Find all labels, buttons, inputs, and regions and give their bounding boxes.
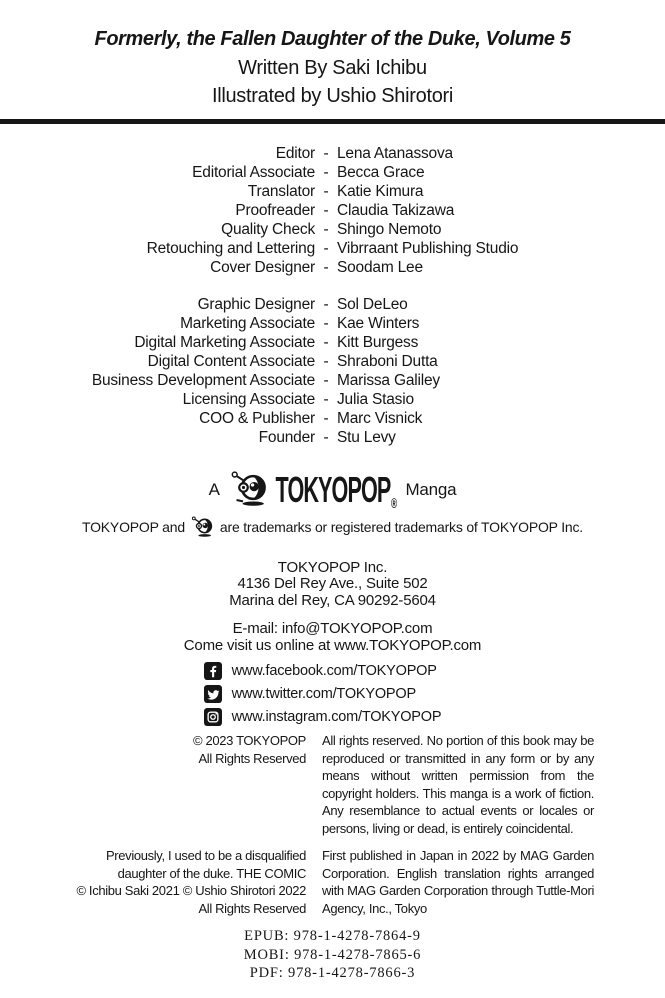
credit-name: Katie Kimura xyxy=(337,182,424,200)
original-edition-section xyxy=(0,847,665,917)
original-title-line: Previously, I used to be a disqualified daughter of the duke. THE COMIC xyxy=(105,848,306,881)
credit-role: Translator xyxy=(247,182,315,200)
credit-role: Retouching and Lettering xyxy=(146,239,315,257)
social-row-facebook xyxy=(204,662,442,680)
credit-separator: - xyxy=(323,295,329,313)
credit-row xyxy=(0,163,665,182)
credit-row xyxy=(0,428,665,447)
isbn-mobi: MOBI: 978-1-4278-7865-6 xyxy=(243,946,422,963)
credit-name: Vibrraant Publishing Studio xyxy=(337,239,519,257)
isbn-pdf: PDF: 978-1-4278-7866-3 xyxy=(249,965,416,981)
instagram-icon xyxy=(204,708,222,726)
credit-row xyxy=(0,201,665,220)
copyright-reserved-line: All Rights Reserved xyxy=(198,750,306,766)
credit-separator: - xyxy=(323,428,329,446)
credit-separator: - xyxy=(323,371,329,389)
credit-name: Stu Levy xyxy=(337,428,396,446)
credit-row xyxy=(0,239,665,258)
logotype-text: TOKYOPOP xyxy=(275,468,391,510)
social-links-block xyxy=(204,662,442,726)
credits-primary-list xyxy=(0,144,665,277)
credit-separator: - xyxy=(323,201,329,219)
rights-paragraph: All rights reserved. No portion of this book may be reproduced or transmitted in any form or by any means without written permission from the copyright holders. This manga is a work of fiction. Any resemblance to actual events or locales or persons, living or dead, is entirely coincidental. xyxy=(322,733,594,836)
publisher-name: TOKYOPOP Inc. xyxy=(277,558,388,576)
credit-row xyxy=(0,295,665,314)
first-published-paragraph: First published in Japan in 2022 by MAG Garden Corporation. English translation rights arranged with MAG Garden Corporation through Tuttle-Mori Agency, Inc., Tokyo xyxy=(322,848,594,916)
credit-role: Digital Marketing Associate xyxy=(134,333,315,351)
trademark-line xyxy=(0,515,665,540)
address-city: Marina del Rey, CA 90292-5604 xyxy=(229,591,436,609)
book-title: Formerly, the Fallen Daughter of the Duke, Volume 5 xyxy=(94,28,571,50)
original-copyright-line: © Ichibu Saki 2021 © Ushio Shirotori 2022 xyxy=(76,883,306,898)
credit-name: Shingo Nemoto xyxy=(337,220,442,238)
social-url: www.twitter.com/TOKYOPOP xyxy=(231,686,416,702)
credit-separator: - xyxy=(323,333,329,351)
contact-block xyxy=(0,621,665,654)
credit-name: Claudia Takizawa xyxy=(337,201,455,219)
credit-role: Graphic Designer xyxy=(197,295,315,313)
credit-name: Kae Winters xyxy=(337,314,420,332)
facebook-icon xyxy=(204,662,222,680)
credit-role: Cover Designer xyxy=(210,258,315,276)
credit-separator: - xyxy=(323,182,329,200)
credit-separator: - xyxy=(323,163,329,181)
credit-role: Editor xyxy=(275,144,315,162)
credit-separator: - xyxy=(323,314,329,332)
trademark-text-pre: TOKYOPOP and xyxy=(82,519,185,535)
credit-name: Julia Stasio xyxy=(337,390,414,408)
credit-separator: - xyxy=(323,352,329,370)
credit-role: Proofreader xyxy=(235,201,315,219)
credit-separator: - xyxy=(323,258,329,276)
credits-gap xyxy=(0,277,665,295)
social-url: www.instagram.com/TOKYOPOP xyxy=(231,709,442,725)
credit-role: Founder xyxy=(258,428,315,446)
social-row-twitter xyxy=(204,685,442,703)
credit-row xyxy=(0,182,665,201)
tokyopop-logotype xyxy=(275,469,397,511)
credit-row xyxy=(0,352,665,371)
registered-mark: ® xyxy=(390,494,397,511)
tokyopop-robot-icon xyxy=(228,469,271,511)
original-edition-left-column xyxy=(55,847,306,917)
credit-row xyxy=(0,409,665,428)
divider-bar xyxy=(0,119,665,124)
credit-role: Digital Content Associate xyxy=(147,352,315,370)
credits-secondary-list xyxy=(0,295,665,447)
credit-name: Lena Atanassova xyxy=(337,144,453,162)
original-reserved-line: All Rights Reserved xyxy=(198,900,306,916)
twitter-icon xyxy=(204,685,222,703)
credit-name: Becca Grace xyxy=(337,163,425,181)
brand-prefix: A xyxy=(208,479,220,499)
credit-name: Shraboni Dutta xyxy=(337,352,438,370)
credit-separator: - xyxy=(323,220,329,238)
social-url: www.facebook.com/TOKYOPOP xyxy=(231,663,437,679)
credit-role: Editorial Associate xyxy=(192,163,315,181)
email-line: E-mail: info@TOKYOPOP.com xyxy=(232,620,433,637)
credit-name: Sol DeLeo xyxy=(337,295,408,313)
credit-separator: - xyxy=(323,409,329,427)
credit-name: Marc Visnick xyxy=(337,409,423,427)
title-block xyxy=(0,0,665,111)
credit-row xyxy=(0,333,665,352)
credit-role: Marketing Associate xyxy=(180,314,315,332)
website-line: Come visit us online at www.TOKYOPOP.com xyxy=(183,636,482,654)
credit-row xyxy=(0,258,665,277)
trademark-text-post: are trademarks or registered trademarks of TOKYOPOP Inc. xyxy=(219,519,583,535)
illustrated-by-line: Illustrated by Ushio Shirotori xyxy=(211,85,454,107)
column-gap xyxy=(306,847,322,917)
credit-row xyxy=(0,371,665,390)
credit-role: COO & Publisher xyxy=(199,409,315,427)
credit-name: Soodam Lee xyxy=(337,258,423,276)
copyright-year-line: © 2023 TOKYOPOP xyxy=(193,733,306,748)
credit-separator: - xyxy=(323,390,329,408)
social-row-instagram xyxy=(204,708,442,726)
copyright-left-column xyxy=(55,732,306,837)
isbn-block xyxy=(0,927,665,983)
tokyopop-robot-small-icon xyxy=(190,515,215,540)
credit-name: Kitt Burgess xyxy=(337,333,419,351)
address-street: 4136 Del Rey Ave., Suite 502 xyxy=(237,575,428,592)
credit-role: Quality Check xyxy=(221,220,315,238)
copyright-section xyxy=(0,732,665,837)
credit-name: Marissa Galiley xyxy=(337,371,440,389)
credit-row xyxy=(0,314,665,333)
credit-row xyxy=(0,144,665,163)
tokyopop-logo-row xyxy=(0,469,665,511)
credit-row xyxy=(0,390,665,409)
credit-role: Business Development Associate xyxy=(91,371,315,389)
credit-role: Licensing Associate xyxy=(182,390,315,408)
credit-separator: - xyxy=(323,239,329,257)
credit-separator: - xyxy=(323,144,329,162)
column-gap xyxy=(306,732,322,837)
brand-suffix: Manga xyxy=(405,479,457,499)
publisher-address-block xyxy=(0,560,665,610)
isbn-epub: EPUB: 978-1-4278-7864-9 xyxy=(244,928,421,944)
written-by-line: Written By Saki Ichibu xyxy=(238,56,427,79)
credit-row xyxy=(0,220,665,239)
